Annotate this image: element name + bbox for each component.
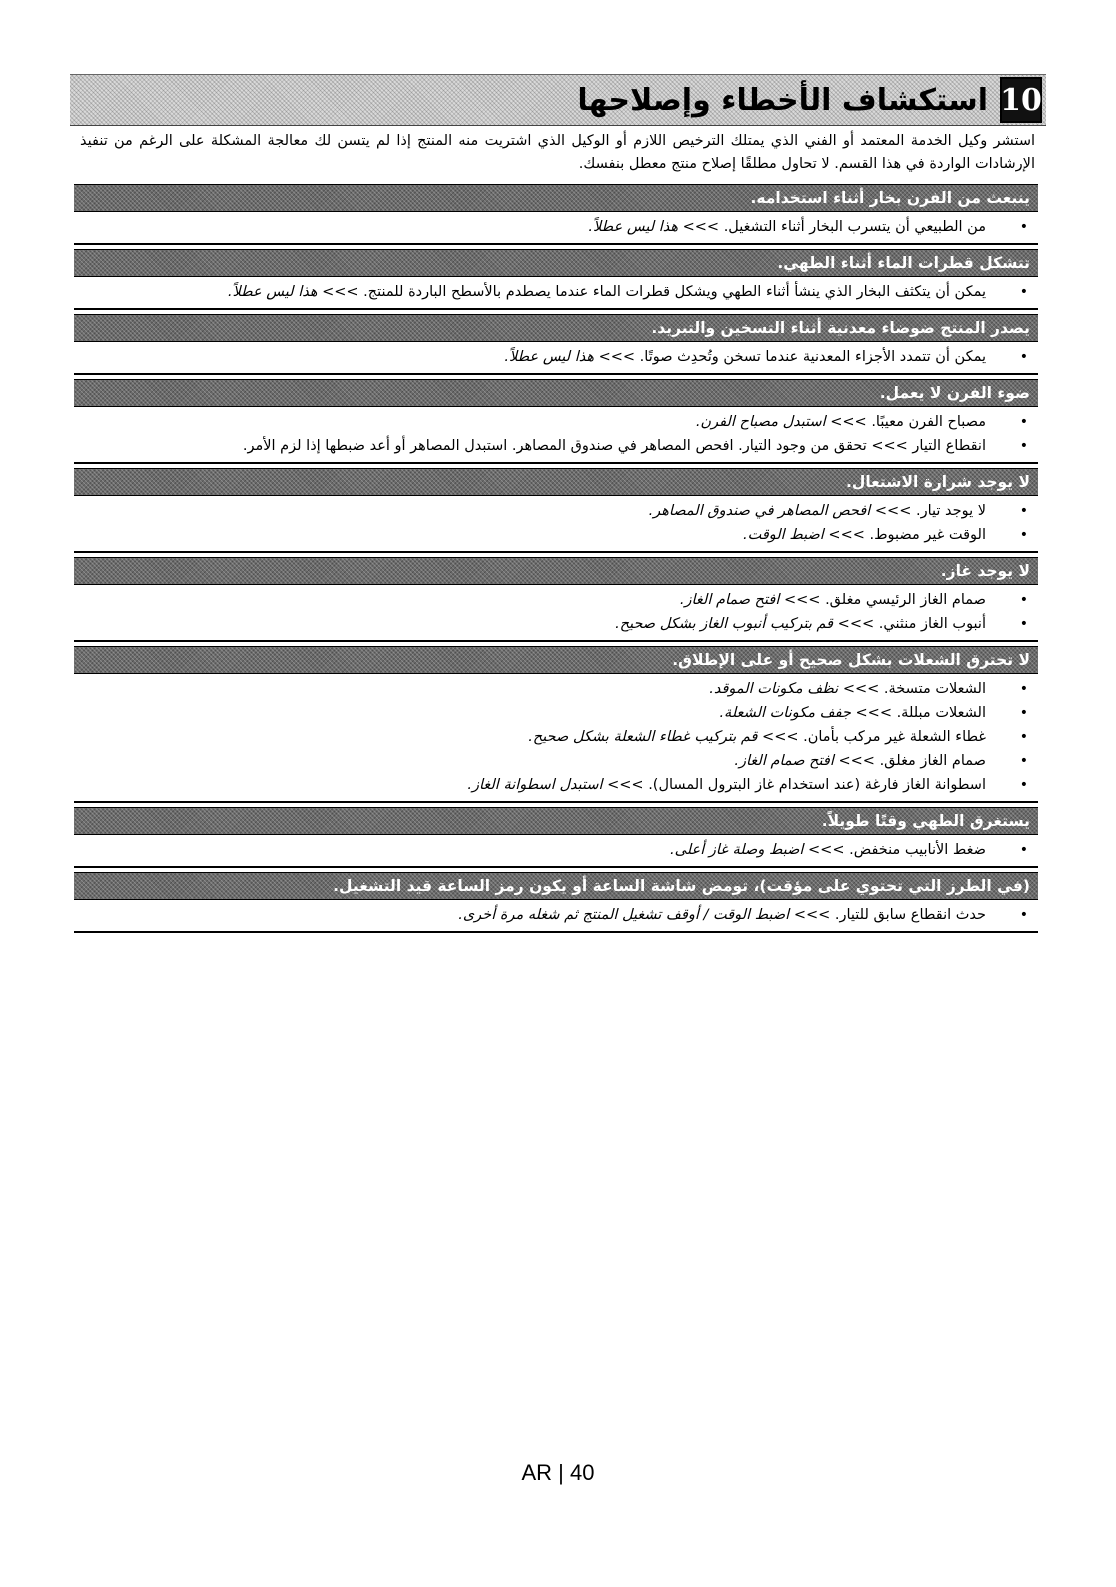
- section-header: يصدر المنتج ضوضاء معدنية أثناء التسخين والتبريد.: [74, 314, 1038, 342]
- problem-text: انقطاع التيار >>> تحقق من وجود التيار. افحص المصاهر في صندوق المصاهر. استبدل المصاهر أو أعد ضبطها إذا لزم الأمر.: [242, 438, 986, 454]
- list-item: [82, 749, 986, 773]
- solution-text: >>> هذا ليس عطلاً.: [504, 349, 636, 365]
- solution-text: >>> هذا ليس عطلاً.: [588, 219, 720, 235]
- chapter-header: [70, 74, 1046, 126]
- problem-text: صمام الغاز مغلق.: [879, 753, 986, 769]
- intro-paragraph: استشر وكيل الخدمة المعتمد أو الفني الذي يمتلك الترخيص اللازم أو الوكيل الذي اشتريت منه المنتج إذا لم يتسن لك معالجة المشكلة على الرغم من تنفيذ الإرشادات الواردة في هذا القسم. لا تحاول مطلقًا إصلاح منتج معطل بنفسك.: [80, 133, 1035, 172]
- solution-text: >>> استبدل مصباح الفرن.: [695, 414, 867, 430]
- solution-text: >>> افتح صمام الغاز.: [734, 753, 875, 769]
- list-item: [82, 588, 986, 612]
- section-body: [74, 212, 1038, 245]
- solution-text: >>> افحص المصاهر في صندوق المصاهر.: [648, 503, 912, 519]
- list-item: [82, 838, 986, 862]
- problem-text: الشعلات متسخة.: [883, 681, 986, 697]
- problem-text: مصباح الفرن معيبًا.: [871, 414, 986, 430]
- section-body: [74, 900, 1038, 933]
- section-header: ينبعث من الفرن بخار أثناء استخدامه.: [74, 184, 1038, 212]
- section-body: [74, 277, 1038, 310]
- solution-text: >>> اضبط وصلة غاز أعلى.: [670, 842, 845, 858]
- solution-text: >>> قم بتركيب أنبوب الغاز بشكل صحيح.: [615, 616, 875, 632]
- problem-text: الشعلات مبللة.: [896, 705, 986, 721]
- chapter-number: 10: [1000, 77, 1042, 123]
- solution-text: >>> نظف مكونات الموقد.: [709, 681, 880, 697]
- problem-text: يمكن أن تتمدد الأجزاء المعدنية عندما تسخن وتُحدِث صوتًا.: [639, 349, 986, 365]
- list-item: [82, 773, 986, 797]
- section-body: [74, 407, 1038, 464]
- page-number: AR | 40: [521, 1460, 595, 1485]
- solution-text: >>> اضبط الوقت.: [743, 527, 865, 543]
- section-body: [74, 585, 1038, 642]
- list-item: [82, 701, 986, 725]
- list-item: [82, 725, 986, 749]
- section-header: تتشكل قطرات الماء أثناء الطهي.: [74, 249, 1038, 277]
- section-header: يستغرق الطهي وقتًا طويلاً.: [74, 807, 1038, 835]
- troubleshooting-sections: [74, 184, 1038, 937]
- section-body: [74, 496, 1038, 553]
- list-item: [82, 903, 986, 927]
- problem-text: الوقت غير مضبوط.: [869, 527, 986, 543]
- problem-text: حدث انقطاع سابق للتيار.: [834, 907, 986, 923]
- list-item: [82, 677, 986, 701]
- list-item: [82, 345, 986, 369]
- list-item: [82, 612, 986, 636]
- section-body: [74, 835, 1038, 868]
- section-header: ضوء الفرن لا يعمل.: [74, 379, 1038, 407]
- problem-text: يمكن أن يتكثف البخار الذي ينشأ أثناء الطهي ويشكل قطرات الماء عندما يصطدم بالأسطح الباردة للمنتج.: [363, 284, 986, 300]
- list-item: [82, 523, 986, 547]
- section-header: (في الطرز التي تحتوي على مؤقت)، تومض شاشة الساعة أو يكون رمز الساعة قيد التشغيل.: [74, 872, 1038, 900]
- problem-text: أنبوب الغاز منثني.: [878, 616, 986, 632]
- solution-text: >>> استبدل اسطوانة الغاز.: [467, 777, 644, 793]
- problem-text: اسطوانة الغاز فارغة (عند استخدام غاز البترول المسال).: [648, 777, 986, 793]
- solution-text: >>> افتح صمام الغاز.: [679, 592, 821, 608]
- section-header: لا يوجد شرارة الاشتعال.: [74, 468, 1038, 496]
- list-item: [82, 499, 986, 523]
- problem-text: غطاء الشعلة غير مركب بأمان.: [803, 729, 986, 745]
- problem-text: من الطبيعي أن يتسرب البخار أثناء التشغيل.: [723, 219, 986, 235]
- list-item: [82, 280, 986, 304]
- section-header: لا تحترق الشعلات بشكل صحيح أو على الإطلاق.: [74, 646, 1038, 674]
- problem-text: ضغط الأنابيب منخفض.: [849, 842, 986, 858]
- problem-text: لا يوجد تيار.: [915, 503, 986, 519]
- section-header: لا يوجد غاز.: [74, 557, 1038, 585]
- section-body: [74, 674, 1038, 803]
- solution-text: >>> جفف مكونات الشعلة.: [719, 705, 892, 721]
- section-body: [74, 342, 1038, 375]
- solution-text: >>> قم بتركيب غطاء الشعلة بشكل صحيح.: [528, 729, 799, 745]
- problem-text: صمام الغاز الرئيسي مغلق.: [825, 592, 986, 608]
- list-item: [82, 434, 986, 458]
- list-item: [82, 410, 986, 434]
- list-item: [82, 215, 986, 239]
- solution-text: >>> هذا ليس عطلاً.: [227, 284, 359, 300]
- chapter-title: استكشاف الأخطاء وإصلاحها: [577, 82, 988, 118]
- solution-text: >>> اضبط الوقت / أوقف تشغيل المنتج ثم شغله مرة أخرى.: [458, 907, 831, 923]
